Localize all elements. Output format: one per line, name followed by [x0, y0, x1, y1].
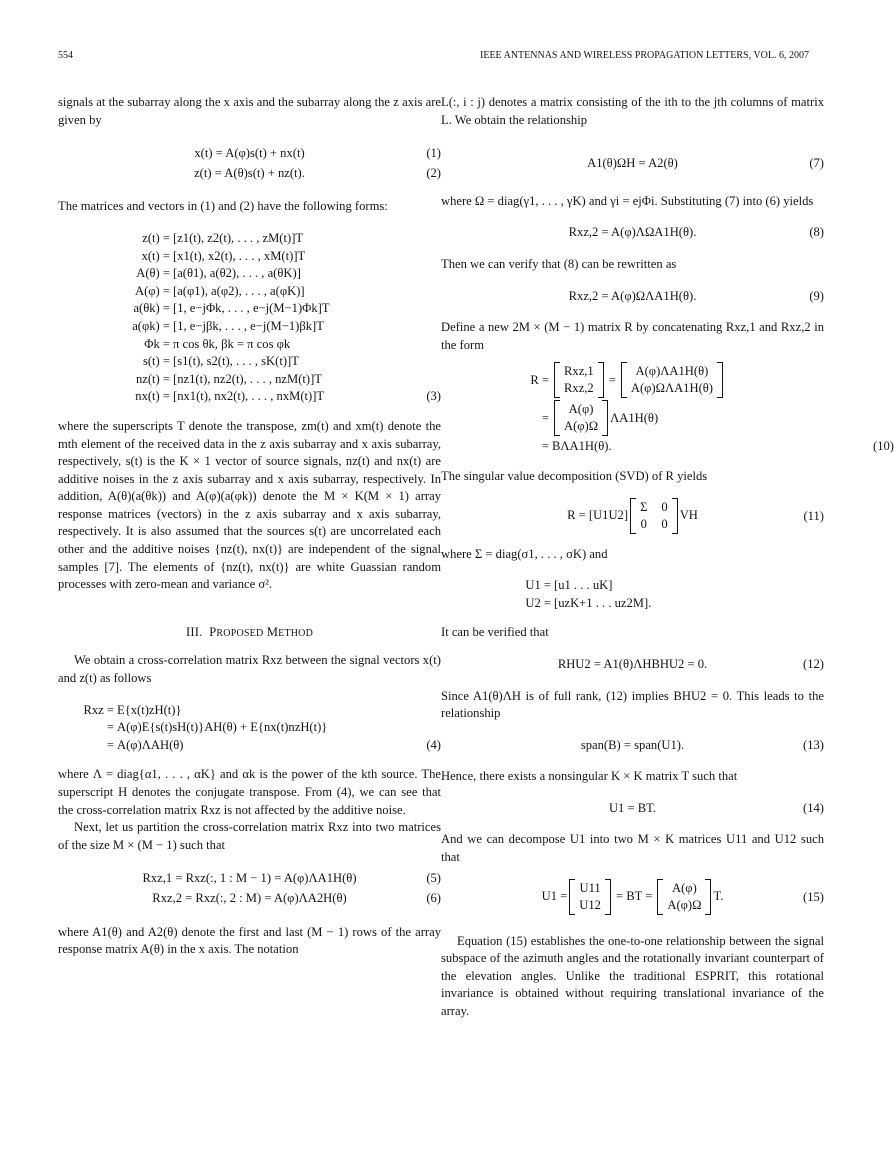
equation-9: Rxz,2 = A(φ)ΩΛA1H(θ). (9): [568, 288, 824, 303]
left-column: [58, 94, 441, 959]
matrix-cell: Rxz,2: [564, 381, 594, 396]
equation-3: z(t) = [z1(t), z2(t), . . . , zM(t)]T x(t) = [x1(t), x2(t), . . . , xM(t)]T A(θ) = [a(θ1), a(θ2), . . . , a(θK)] A(φ) = [a(φ1), a(φ2), . . . , a(φK)] a(θk) = [1, e−jΦk, . . . , e−j(M−1)Φk]T a(φk) = [1, e−jβk, . . . , e−j(M−1)βk]T Φk = π cos θk, βk = π cos φk s(t) = [s1(t), s2(t), . . . , sK(t)]T nz(t) = [nz1(t), nz2(t), . . . , nzM(t)]T nx(t) = [nx1(t), nx2(t), . . . , nxM(t)]T (3): [58, 230, 441, 406]
equation-12: RHU2 = A1(θ)ΛHBHU2 = 0. (12): [557, 656, 824, 671]
matrix-cell: A(φ)Ω: [667, 897, 702, 912]
matrix: [630, 498, 678, 534]
equation-row: U2 = [uzK+1 . . . uz2M].: [525, 595, 652, 610]
equation-row: a(φk) = [1, e−jβk, . . . , e−j(M−1)βk]T: [132, 318, 324, 333]
equation-4: Rxz = E{x(t)zH(t)} = A(φ)E{s(t)sH(t)}AH(θ) + E{nx(t)nzH(t)} = A(φ)ΛAH(θ) (4): [58, 702, 441, 755]
matrix-cell: 0: [640, 516, 647, 531]
equation-rows: [58, 702, 441, 755]
matrix: [554, 362, 604, 398]
equation-row: = A(φ)ΛAH(θ): [106, 737, 184, 752]
paragraph: The singular value decomposition (SVD) of R yields: [441, 468, 708, 483]
equation-15: U1 = U11 U12 = BT = A(φ) A(φ)Ω T. (15): [441, 879, 824, 915]
paragraph: signals at the subarray along the x axis and the subarray along the z axis are given by: [58, 95, 441, 127]
matrix-cell: 0: [661, 499, 668, 514]
right-column: [441, 94, 894, 1021]
matrix: [657, 879, 711, 915]
paragraph: where Λ = diag{α1, . . . , αK} and αk is the power of the kth source. The superscript H denotes the conjugate transpose. From (4), we can see that the cross-correlation matrix Rxz is not affected by the additive noise.: [58, 767, 441, 817]
paragraph: where A1(θ) and A2(θ) denote the first and last (M − 1) rows of the array response matrix A(θ) in the x axis. The notation: [58, 924, 441, 957]
equation-10: R = Rxz,1 Rxz,2 = A(φ)ΛA1H(θ) A(φ)ΩΛA1H(θ) = A(φ) A(φ)Ω ΛA1H(θ) = BΛA1H(θ). (10): [530, 364, 894, 454]
matrix-cell: A(φ): [568, 402, 594, 417]
equation-7: A1(θ)ΩH = A2(θ) (7): [587, 156, 824, 171]
paragraph: L(:, i : j) denotes a matrix consisting of the ith to the jth columns of matrix L. We obtain the relationship: [441, 95, 824, 127]
paragraph: Next, let us partition the cross-correlation matrix Rxz into two matrices of the size M × (M − 1) such that: [58, 820, 441, 852]
equation-rows: [511, 577, 824, 612]
section-heading: III. PROPOSED METHOD: [185, 624, 314, 639]
paragraph: It can be verified that: [441, 625, 549, 640]
equation-row: z(t) = [z1(t), z2(t), . . . , zM(t)]T: [142, 230, 304, 245]
paragraph: Define a new 2M × (M − 1) matrix R by concatenating Rxz,1 and Rxz,2 in the form: [441, 320, 824, 352]
matrix-cell: U11: [579, 880, 601, 895]
matrix-cell: Σ: [640, 499, 648, 514]
paragraph: where the superscripts T denote the transpose, zm(t) and xm(t) denote the mth element of the received data in the z axis subarray and x axis subarray, respectively, s(t) is the K × 1 vector of source signals, nz(t) and nx(t) are additive noises in the z axis subarray and x axis subarray, respectively. In addition, A(θ)(a(θk)) and A(φ)(a(φk)) denote the M × K(M × 1) array response matrices (vectors) in the z axis subarray and x axis subarray, respectively. It is also assumed that the sources s(t) are uncorrelated each other and the additive noises {nz(t), nx(t)} are independent of the signal samples [7]. The elements of {nz(t), nx(t)} are white Guassian random processes with zero-mean and variance σ².: [58, 418, 441, 592]
matrix-cell: U12: [579, 897, 601, 912]
equation-row: x(t) = [x1(t), x2(t), . . . , xM(t)]T: [141, 248, 306, 263]
equation-row: A(φ) = [a(φ1), a(φ2), . . . , a(φK)]: [134, 283, 305, 298]
equation-8: Rxz,2 = A(φ)ΛΩA1H(θ). (8): [568, 225, 824, 240]
paragraph: And we can decompose U1 into two M × K matrices U11 and U12 such that: [441, 832, 824, 865]
matrix-cell: A(φ)Ω: [564, 419, 599, 434]
matrix-cell: 0: [661, 516, 668, 531]
equation-2: z(t) = A(θ)s(t) + nz(t). (2): [194, 165, 441, 180]
matrix-cell: Rxz,1: [564, 364, 594, 379]
matrix: [569, 879, 611, 915]
matrix-cell: A(φ)ΛA1H(θ): [635, 364, 709, 379]
equation-11: R = [U1U2] Σ 0 0 0 VH (11): [441, 498, 824, 534]
equation-row: Φk = π cos θk, βk = π cos φk: [144, 336, 291, 351]
equation-row: A(θ) = [a(θ1), a(θ2), . . . , a(θK)]: [136, 266, 301, 281]
equation-row: a(θk) = [1, e−jΦk, . . . , e−j(M−1)Φk]T: [133, 301, 330, 316]
page-number: 554: [58, 50, 73, 61]
paragraph: Then we can verify that (8) can be rewritten as: [441, 256, 677, 271]
equation-1: x(t) = A(φ)s(t) + nx(t) (1): [194, 146, 441, 161]
equation-row: U1 = [u1 . . . uK]: [525, 578, 613, 593]
matrix-cell: A(φ)ΩΛA1H(θ): [630, 381, 713, 396]
paragraph: where Σ = diag(σ1, . . . , σK) and: [441, 546, 608, 561]
equation-5: Rxz,1 = Rxz(:, 1 : M − 1) = A(φ)ΛA1H(θ) (5): [142, 871, 441, 886]
paragraph: Since A1(θ)ΛH is of full rank, (12) implies BHU2 = 0. This leads to the relationship: [441, 688, 824, 721]
paragraph: where Ω = diag(γ1, . . . , γK) and γi = ejΦi. Substituting (7) into (6) yields: [441, 193, 814, 208]
equation-13: span(B) = span(U1). (13): [580, 737, 824, 752]
equation-6: Rxz,2 = Rxz(:, 2 : M) = A(φ)ΛA2H(θ) (6): [152, 890, 441, 905]
paragraph: We obtain a cross-correlation matrix Rxz between the signal vectors x(t) and z(t) as follows: [58, 653, 441, 686]
matrix: [621, 362, 723, 398]
equation-u: [511, 577, 824, 612]
paragraph: The matrices and vectors in (1) and (2) have the following forms:: [58, 199, 388, 214]
equation-row: s(t) = [s1(t), s2(t), . . . , sK(t)]T: [142, 354, 299, 369]
equation-row: nz(t) = [nz1(t), nz2(t), . . . , nzM(t)]T: [135, 371, 322, 386]
equation-rows: [58, 230, 441, 406]
equation-row: Rxz = E{x(t)zH(t)}: [83, 702, 182, 717]
running-header: IEEE ANTENNAS AND WIRELESS PROPAGATION LETTERS, VOL. 6, 2007: [480, 50, 809, 61]
paragraph: Hence, there exists a nonsingular K × K matrix T such that: [441, 769, 738, 784]
matrix: [554, 400, 608, 436]
equation-14: U1 = BT. (14): [608, 800, 824, 815]
equation-row: = A(φ)E{s(t)sH(t)}AH(θ) + E{nx(t)nzH(t)}: [106, 720, 328, 735]
paragraph: Equation (15) establishes the one-to-one relationship between the signal subspace of the azimuth angles and the rotationally invariant counterpart of the elevation angles. Unlike the traditional ESPRIT, this rotational invariance is obtained without requiring translational invariance of the array.: [441, 933, 824, 1019]
equation-row: nx(t) = [nx1(t), nx2(t), . . . , nxM(t)]T: [135, 389, 325, 404]
matrix-cell: A(φ): [672, 880, 697, 895]
